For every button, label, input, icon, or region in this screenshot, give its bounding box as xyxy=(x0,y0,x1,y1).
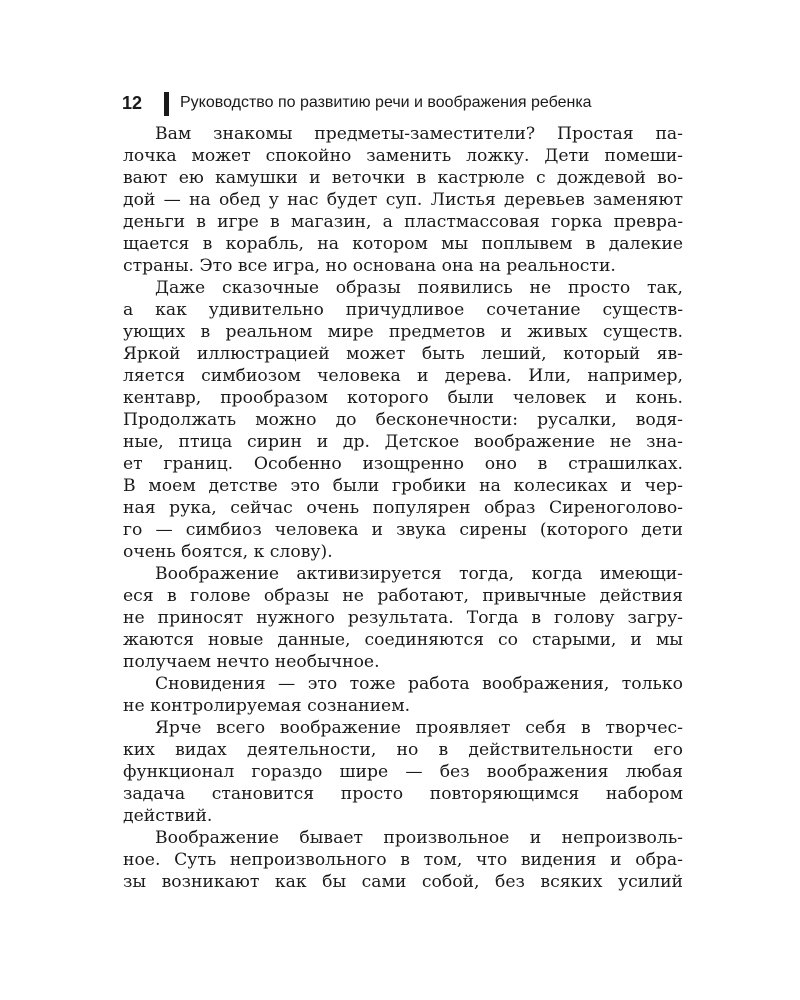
text-line: Воображение бывает произвольное и непроизволь- xyxy=(155,828,683,848)
running-title: Руководство по развитию речи и воображения ребенка xyxy=(180,94,592,111)
header-divider xyxy=(164,92,169,116)
text-line: ет границ. Особенно изощренно оно в страшилках. xyxy=(123,454,683,474)
text-line: лочка может спокойно заменить ложку. Дети помеши- xyxy=(123,146,683,166)
text-line: вают ею камушки и веточки в кастрюле с дождевой во- xyxy=(123,168,683,188)
text-line: щается в корабль, на котором мы поплывем в далекие xyxy=(123,234,683,254)
text-line: не контролируемая сознанием. xyxy=(123,696,411,716)
paragraph xyxy=(123,277,683,563)
text-line: зы возникают как бы сами собой, без всяких усилий xyxy=(123,872,683,892)
text-line: задача становится просто повторяющимся набором xyxy=(123,784,683,804)
page-number: 12 xyxy=(122,93,143,113)
text-line: не приносят нужного результата. Тогда в голову загру- xyxy=(123,608,683,628)
text-line: получаем нечто необычное. xyxy=(123,652,380,672)
text-line: ные, птица сирин и др. Детское воображение не зна- xyxy=(123,432,683,452)
paragraph xyxy=(123,563,683,673)
paragraph xyxy=(123,123,683,277)
text-line: ное. Суть непроизвольного в том, что видения и обра- xyxy=(123,850,683,870)
text-line: действий. xyxy=(123,806,213,826)
text-line: страны. Это все игра, но основана она на реальности. xyxy=(123,256,616,276)
text-line: жаются новые данные, соединяются со старыми, и мы xyxy=(123,630,683,650)
text-line: В моем детстве это были гробики на колесиках и чер- xyxy=(123,476,683,496)
text-line: го — симбиоз человека и звука сирены (которого дети xyxy=(123,520,683,540)
text-line: деньги в игре в магазин, а пластмассовая горка превра- xyxy=(123,212,683,232)
page-header xyxy=(122,91,682,115)
text-line: функционал гораздо шире — без воображения любая xyxy=(123,762,683,782)
text-line: очень боятся, к слову). xyxy=(123,542,333,562)
text-line: Даже сказочные образы появились не просто так, xyxy=(155,278,683,298)
text-line: ующих в реальном мире предметов и живых существ. xyxy=(123,322,683,342)
text-line: ляется симбиозом человека и дерева. Или, например, xyxy=(123,366,683,386)
text-line: Продолжать можно до бесконечности: русалки, водя- xyxy=(123,410,683,430)
text-line: ная рука, сейчас очень популярен образ Сиреноголово- xyxy=(123,498,683,518)
paragraph xyxy=(123,673,683,717)
text-line: Вам знакомы предметы-заместители? Простая па- xyxy=(155,124,683,144)
text-line: Ярче всего воображение проявляет себя в творчес- xyxy=(155,718,683,738)
paragraph xyxy=(123,827,683,893)
text-line: ких видах деятельности, но в действительности его xyxy=(123,740,683,760)
text-line: еся в голове образы не работают, привычные действия xyxy=(123,586,683,606)
text-line: Сновидения — это тоже работа воображения, только xyxy=(155,674,683,694)
text-line: Воображение активизируется тогда, когда имеющи- xyxy=(155,564,683,584)
paragraph xyxy=(123,717,683,827)
body-text xyxy=(123,123,683,893)
text-line: Яркой иллюстрацией может быть леший, который яв- xyxy=(123,344,683,364)
text-line: а как удивительно причудливое сочетание существ- xyxy=(123,300,683,320)
text-line: дой — на обед у нас будет суп. Листья деревьев заменяют xyxy=(123,190,683,210)
text-line: кентавр, прообразом которого были человек и конь. xyxy=(123,388,683,408)
